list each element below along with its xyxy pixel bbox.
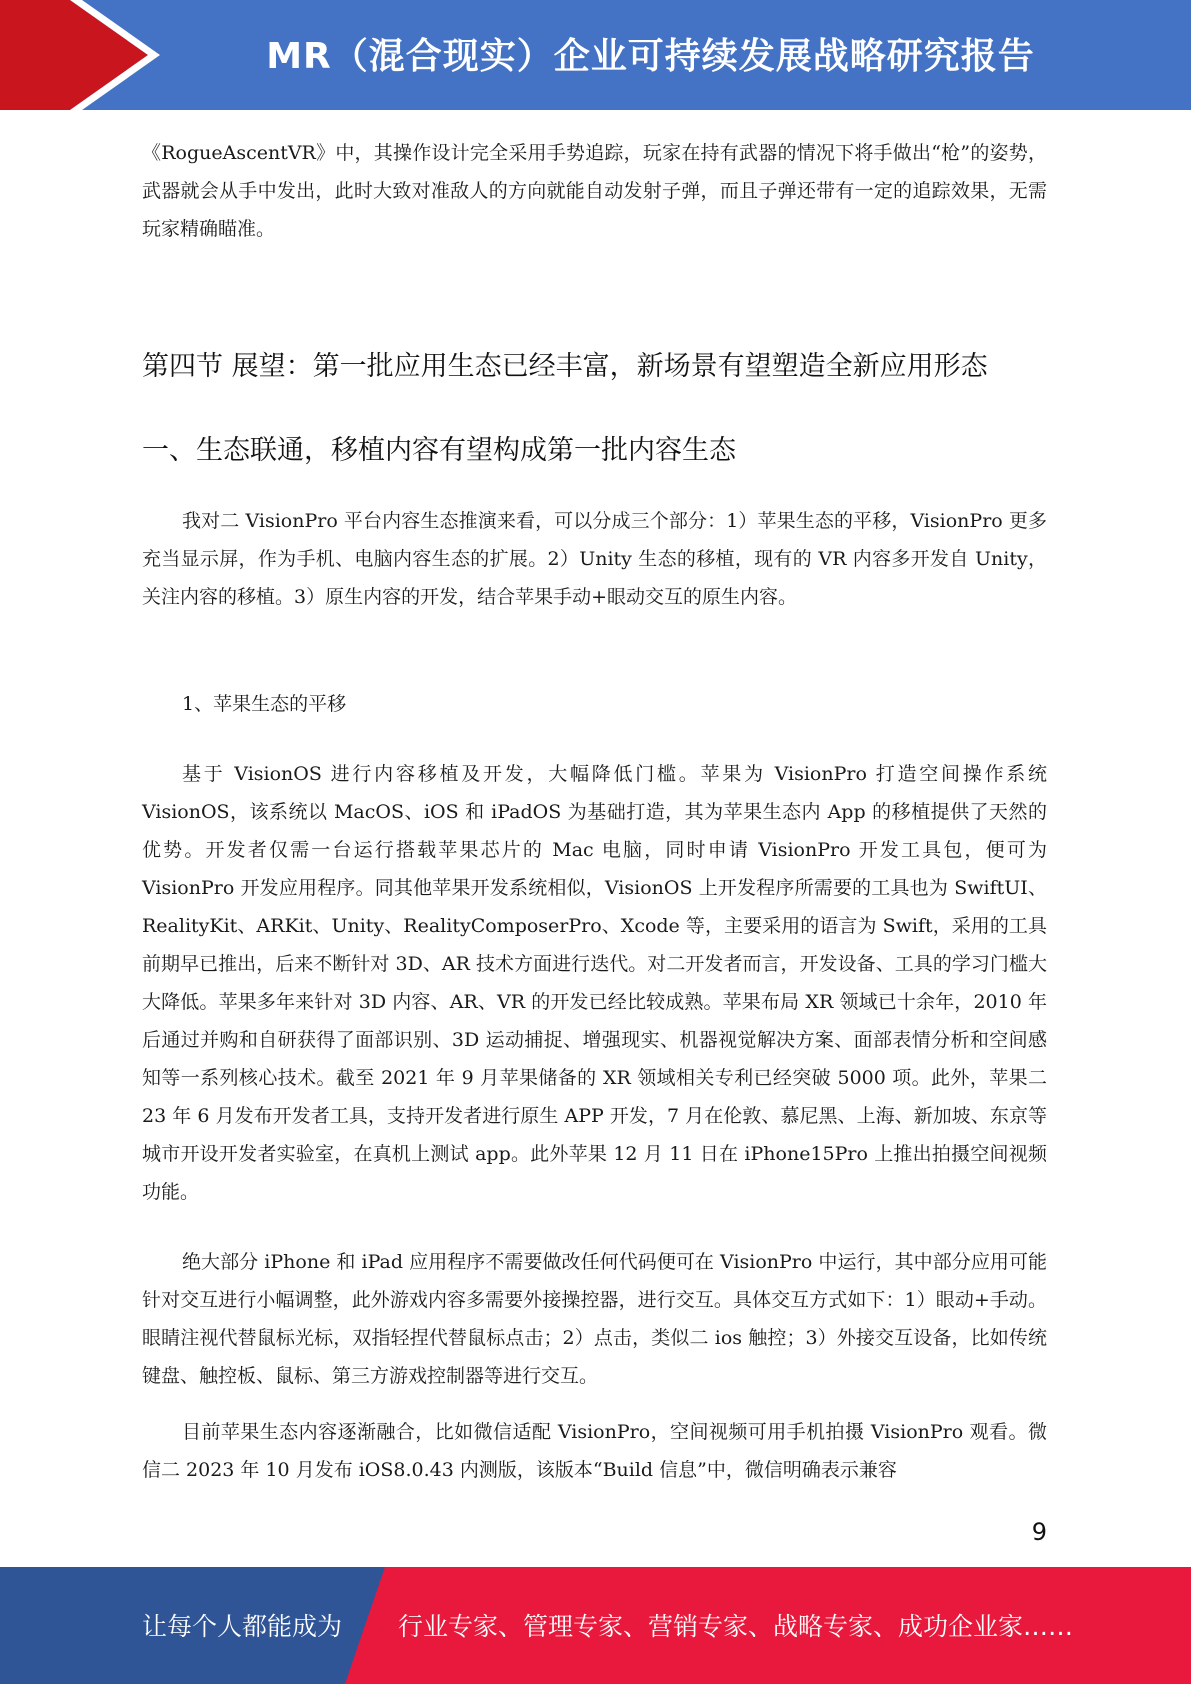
section-heading: 第四节 展望：第一批应用生态已经丰富，新场景有望塑造全新应用形态	[142, 351, 988, 382]
footer-slogan-right: 行业专家、管理专家、营销专家、战略专家、成功企业家……	[398, 1612, 1074, 1641]
paragraph-ecosystem-integration: 目前苹果生态内容逐渐融合，比如微信适配 VisionPro，空间视频可用手机拍摄 VisionPro 观看。微信二 2023 年 10 月发布 iOS8.0.43 内测版，该版本“Build 信息”中，微信明确表示兼容	[142, 1421, 1047, 1481]
intro-paragraph: 《RogueAscentVR》中，其操作设计完全采用手势追踪，玩家在持有武器的情况下将手做出“枪”的姿势，武器就会从手中发出，此时大致对准敌人的方向就能自动发射子弹，而且子弹还带有一定的追踪效果，无需玩家精确瞄准。	[142, 142, 1047, 240]
page-footer	[0, 1567, 1191, 1684]
paragraph-app-compatibility: 绝大部分 iPhone 和 iPad 应用程序不需要做改任何代码便可在 VisionPro 中运行，其中部分应用可能针对交互进行小幅调整，此外游戏内容多需要外接操控器，进行交互。具体交互方式如下：1）眼动+手动。眼睛注视代替鼠标光标，双指轻捏代替鼠标点击；2）点击，类似二 ios 触控；3）外接交互设备，比如传统键盘、触控板、鼠标、第三方游戏控制器等进行交互。	[142, 1251, 1047, 1387]
footer-slogan-left: 让每个人都能成为	[142, 1612, 343, 1641]
paragraph-visionos-development: 基于 VisionOS 进行内容移植及开发，大幅降低门槛。苹果为 VisionPro 打造空间操作系统 VisionOS，该系统以 MacOS、iOS 和 iPadOS 为基础打造，其为苹果生态内 App 的移植提供了天然的优势。开发者仅需一台运行搭载苹果芯片的 Mac 电脑，同时申请 VisionPro 开发工具包，便可为 VisionPro 开发应用程序。同其他苹果开发系统相似，VisionOS 上开发程序所需要的工具也为 SwiftUI、RealityKit、ARKit、Unity、RealityComposerPro、Xcode 等，主要采用的语言为 Swift，采用的工具前期早已推出，后来不断针对 3D、AR 技术方面进行迭代。对二开发者而言，开发设备、工具的学习门槛大大降低。苹果多年来针对 3D 内容、AR、VR 的开发已经比较成熟。苹果布局 XR 领域已十余年，2010 年后通过并购和自研获得了面部识别、3D 运动捕捉、增强现实、机器视觉解决方案、面部表情分析和空间感知等一系列核心技术。截至 2021 年 9 月苹果储备的 XR 领域相关专利已经突破 5000 项。此外，苹果二 23 年 6 月发布开发者工具，支持开发者进行原生 APP 开发，7 月在伦敦、慕尼黑、上海、新加坡、东京等城市开设开发者实验室，在真机上测试 app。此外苹果 12 月 11 日在 iPhone15Pro 上推出拍摄空间视频功能。	[142, 763, 1047, 1203]
list-item-heading: 1、苹果生态的平移	[182, 693, 347, 715]
paragraph-ecosystem-overview: 我对二 VisionPro 平台内容生态推演来看，可以分成三个部分：1）苹果生态的平移，VisionPro 更多充当显示屏，作为手机、电脑内容生态的扩展。2）Unity 生态的移植，现有的 VR 内容多开发自 Unity，关注内容的移植。3）原生内容的开发，结合苹果手动+眼动交互的原生内容。	[142, 510, 1047, 608]
page-header	[0, 0, 1191, 110]
report-title: MR（混合现实）企业可持续发展战略研究报告	[266, 36, 1035, 77]
page-number: 9	[1031, 1518, 1047, 1546]
subsection-heading: 一、生态联通，移植内容有望构成第一批内容生态	[142, 435, 736, 466]
